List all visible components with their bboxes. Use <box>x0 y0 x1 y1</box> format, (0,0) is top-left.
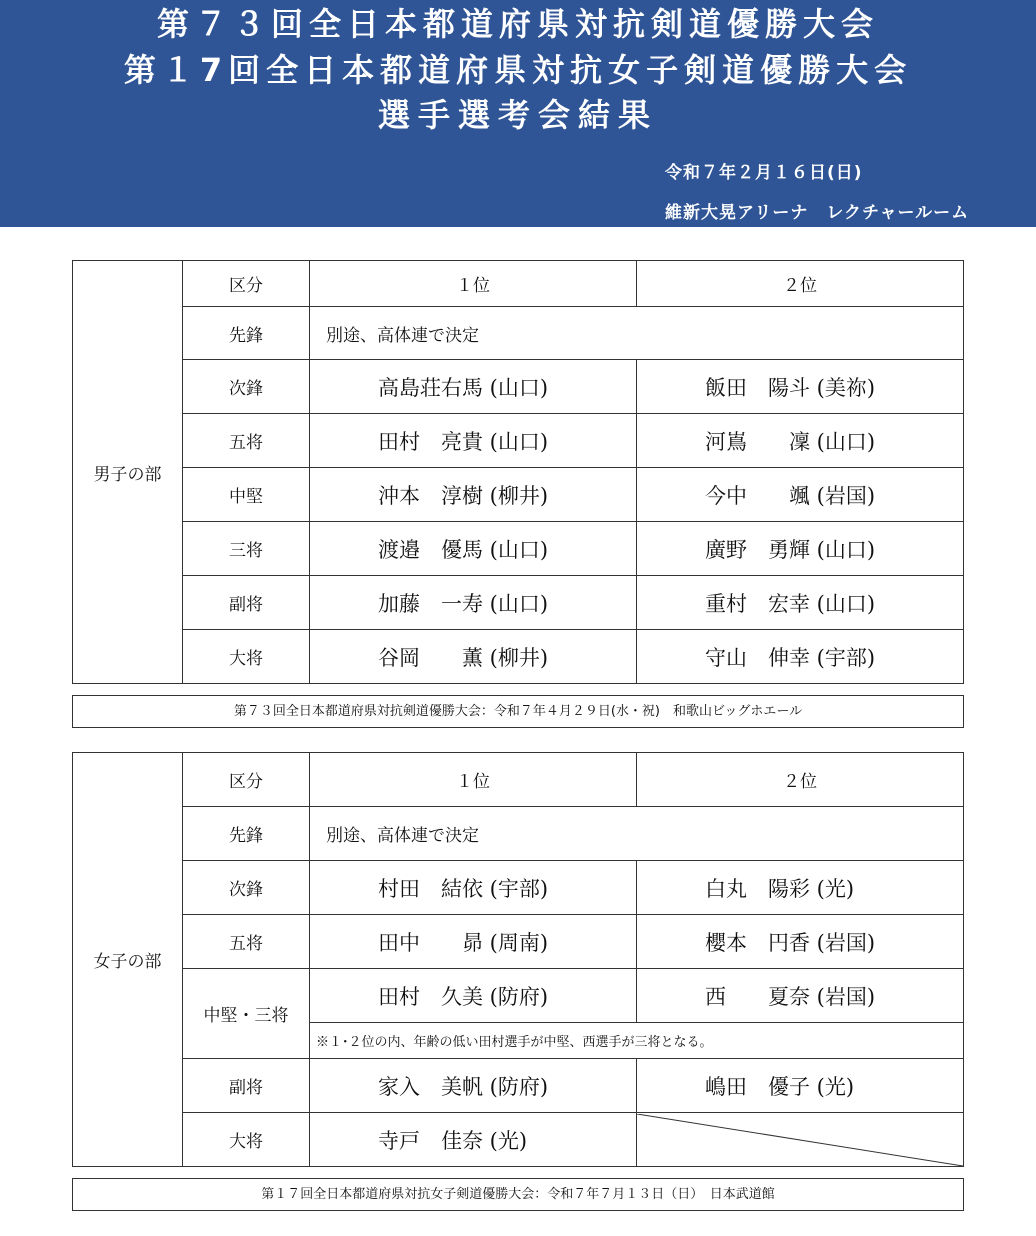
empty-diagonal-cell <box>637 1113 964 1167</box>
second-place-name: 重村 宏幸 (山口) <box>637 576 964 630</box>
men-results-table <box>72 260 964 684</box>
second-place-name: 廣野 勇輝 (山口) <box>637 522 964 576</box>
table-row <box>73 630 964 684</box>
decision-note: 別途、高体連で決定 <box>310 807 964 861</box>
first-place-name: 村田 結依 (宇部) <box>310 861 637 915</box>
diagonal-strike <box>637 1114 963 1166</box>
second-place-name: 守山 伸幸 (宇部) <box>637 630 964 684</box>
table-row <box>73 414 964 468</box>
position-label: 副将 <box>183 1059 310 1113</box>
position-label: 大将 <box>183 630 310 684</box>
position-label: 次鋒 <box>183 360 310 414</box>
position-label: 大将 <box>183 1113 310 1167</box>
second-place-name: 白丸 陽彩 (光) <box>637 861 964 915</box>
header-banner <box>0 0 1036 227</box>
table-header-row <box>73 261 964 307</box>
column-header-category: 区分 <box>183 261 310 307</box>
column-header-second: ２位 <box>637 753 964 807</box>
second-place-name: 西 夏奈 (岩国) <box>637 969 964 1023</box>
first-place-name: 渡邉 優馬 (山口) <box>310 522 637 576</box>
table-row <box>73 1113 964 1167</box>
position-label: 三将 <box>183 522 310 576</box>
position-label: 中堅・三将 <box>183 969 310 1059</box>
table-row <box>73 360 964 414</box>
table-row <box>73 969 964 1023</box>
women-event-note: 第１７回全日本都道府県対抗女子剣道優勝大会：令和７年７月１３日（日） 日本武道館 <box>72 1178 964 1211</box>
event-date: 令和７年２月１６日(日) <box>665 163 863 183</box>
table-row <box>73 522 964 576</box>
column-header-category: 区分 <box>183 753 310 807</box>
first-place-name: 寺戸 佳奈 (光) <box>310 1113 637 1167</box>
first-place-name: 田村 亮貴 (山口) <box>310 414 637 468</box>
division-label: 女子の部 <box>73 753 183 1167</box>
position-label: 次鋒 <box>183 861 310 915</box>
table-row <box>73 307 964 360</box>
position-label: 五将 <box>183 915 310 969</box>
position-label: 五将 <box>183 414 310 468</box>
first-place-name: 谷岡 薫 (柳井) <box>310 630 637 684</box>
column-header-first: １位 <box>310 753 637 807</box>
assignment-note: ※１･２位の内、年齢の低い田村選手が中堅、西選手が三将となる。 <box>310 1023 964 1059</box>
second-place-name: 嶋田 優子 (光) <box>637 1059 964 1113</box>
title-line-2: 第１7回全日本都道府県対抗女子剣道優勝大会 <box>123 51 913 89</box>
first-place-name: 田中 昴 (周南) <box>310 915 637 969</box>
table-row <box>73 915 964 969</box>
second-place-name: 河嶌 凜 (山口) <box>637 414 964 468</box>
position-label: 先鋒 <box>183 807 310 861</box>
second-place-name: 櫻本 円香 (岩国) <box>637 915 964 969</box>
table-row <box>73 468 964 522</box>
first-place-name: 家入 美帆 (防府) <box>310 1059 637 1113</box>
title-line-1: 第７３回全日本都道府県対抗剣道優勝大会 <box>156 5 879 43</box>
first-place-name: 田村 久美 (防府) <box>310 969 637 1023</box>
table-row <box>73 576 964 630</box>
position-label: 副将 <box>183 576 310 630</box>
column-header-second: ２位 <box>637 261 964 307</box>
decision-note: 別途、高体連で決定 <box>310 307 964 360</box>
first-place-name: 加藤 一寿 (山口) <box>310 576 637 630</box>
women-results-table <box>72 752 964 1167</box>
column-header-first: １位 <box>310 261 637 307</box>
first-place-name: 沖本 淳樹 (柳井) <box>310 468 637 522</box>
division-label: 男子の部 <box>73 261 183 684</box>
men-event-note: 第７３回全日本都道府県対抗剣道優勝大会：令和７年４月２９日(水・祝) 和歌山ビッグホエール <box>72 695 964 728</box>
table-row <box>73 1059 964 1113</box>
position-label: 中堅 <box>183 468 310 522</box>
second-place-name: 今中 颯 (岩国) <box>637 468 964 522</box>
table-row <box>73 861 964 915</box>
position-label: 先鋒 <box>183 307 310 360</box>
table-header-row <box>73 753 964 807</box>
second-place-name: 飯田 陽斗 (美祢) <box>637 360 964 414</box>
first-place-name: 高島荘右馬 (山口) <box>310 360 637 414</box>
table-row <box>73 807 964 861</box>
title-line-3: 選手選考会結果 <box>377 96 658 134</box>
event-venue: 維新大晃アリーナ レクチャールーム <box>665 203 970 223</box>
